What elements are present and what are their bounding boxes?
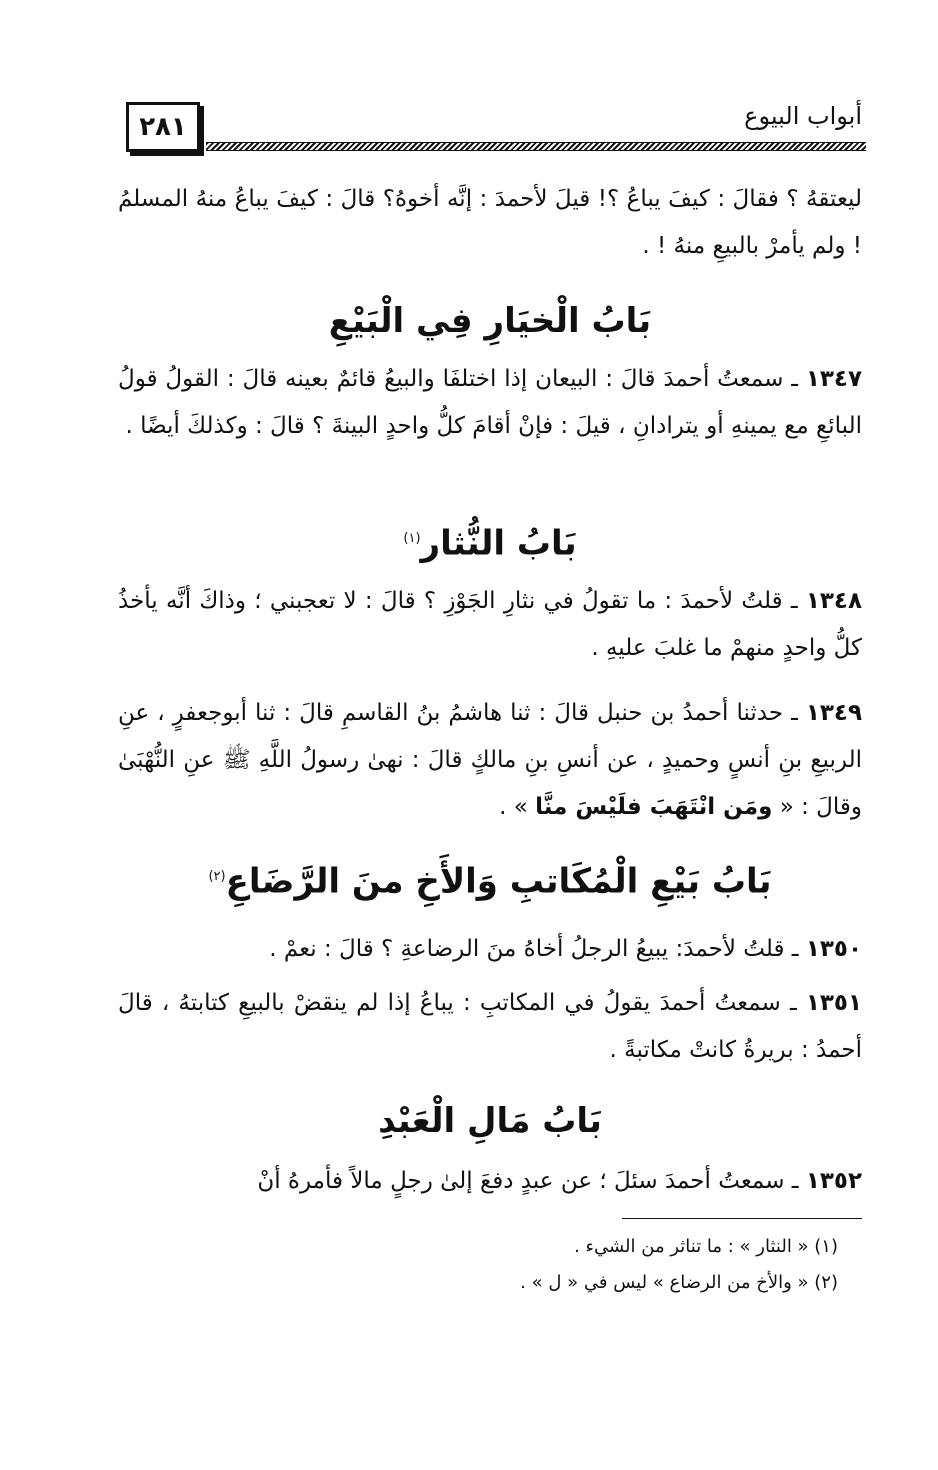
entry-text: ـ حدثنا أحمدُ بن حنبل قالَ : ثنا هاشمُ بنُ القاسمِ قالَ : ثنا أبوجعفرٍ ، عنِ الربيعِ بنِ أنسٍ وحميدٍ ، عن أنسِ بنِ مالكٍ قالَ : نهىٰ رسولُ اللَّهِ ﷺ عنِ النُّهْبَىٰ وقالَ : « — [118, 700, 862, 820]
footnote-separator — [622, 1218, 862, 1219]
paragraph-continuation: ليعتقهُ ؟ فقالَ : كيفَ يباعُ ؟! قيلَ لأحمدَ : إنَّه أخوهُ؟ قالَ : كيفَ يباعُ منهُ المسلمُ ! ولم يأمرْ بالبيعِ منهُ ! . — [118, 186, 862, 259]
heading-text: بَابُ بَيْعِ الْمُكَاتبِ وَالأَخِ منَ الرَّضَاعِ — [225, 861, 772, 902]
paragraph-1349 — [118, 690, 862, 831]
section-heading-nithar — [118, 514, 862, 568]
section-heading-khiyar: بَابُ الْخيَارِ فِي الْبَيْعِ — [328, 301, 652, 341]
entry-text: ـ سمعتُ أحمدَ قالَ : البيعان إذا اختلفَا والبيعُ قائمٌ بعينه قالَ : القولُ قولُ البائعِ مع يمينهِ أو يترادانِ ، قيلَ : فإنْ أقامَ كلُّ واحدٍ البينةَ ؟ قالَ : وكذلكَ أيضًا . — [118, 366, 862, 439]
footnote-marker-1: (١) — [403, 531, 421, 546]
heading-text: بَابُ النُّثار — [420, 523, 577, 564]
entry-number: ١٣٤٨ — [805, 588, 862, 614]
entry-number: ١٣٤٧ — [805, 366, 862, 392]
entry-end: » . — [499, 794, 536, 820]
entry-number: ١٣٥١ — [805, 990, 862, 1016]
paragraph-1347 — [118, 356, 862, 450]
entry-text: ـ قلتُ لأحمدَ: يبيعُ الرجلُ أخاهُ منَ الرضاعةِ ؟ قالَ : نعمْ . — [269, 936, 806, 962]
section-heading-mukatab — [118, 852, 862, 906]
entry-number: ١٣٥٢ — [805, 1168, 862, 1194]
section-heading-mal-abd: بَابُ مَالِ الْعَبْدِ — [378, 1101, 602, 1141]
footnote-1: (١) « النثار » : ما تناثر من الشيء . — [574, 1236, 838, 1257]
running-title: أبواب البيوع — [744, 102, 862, 130]
paragraph-1350 — [118, 926, 862, 973]
entry-text: ـ سمعتُ أحمدَ يقولُ في المكاتبِ : يباعُ إذا لم ينقضْ بالبيعِ كتابتهُ ، قالَ أحمدُ : بريرةُ كانتْ مكاتبةً . — [118, 990, 862, 1063]
footnote-2: (٢) « والأخ من الرضاع » ليس في « ل » . — [520, 1272, 838, 1293]
entry-text: ـ سمعتُ أحمدَ سئلَ ؛ عن عبدٍ دفعَ إلىٰ رجلٍ مالاً فأمرهُ أنْ — [257, 1168, 806, 1194]
page-number: ٢٨١ — [139, 112, 187, 142]
paragraph-1351 — [118, 980, 862, 1074]
entry-number: ١٣٥٠ — [805, 936, 862, 962]
page-number-box — [126, 102, 200, 152]
hadith-quote: ومَن انْتَهَبَ فلَيْسَ منَّا — [535, 794, 773, 820]
header-rule — [206, 142, 866, 151]
paragraph-1352 — [118, 1158, 862, 1205]
page-header — [120, 98, 866, 160]
footnote-marker-2: (٢) — [208, 869, 226, 884]
entry-number: ١٣٤٩ — [805, 700, 862, 726]
entry-text: ـ قلتُ لأحمدَ : ما تقولُ في نثارِ الجَوْزِ ؟ قالَ : لا تعجبني ؛ وذاكَ أنَّه يأخذُ كلُّ واحدٍ منهمْ ما غلبَ عليهِ . — [118, 588, 862, 661]
paragraph-1348 — [118, 578, 862, 672]
